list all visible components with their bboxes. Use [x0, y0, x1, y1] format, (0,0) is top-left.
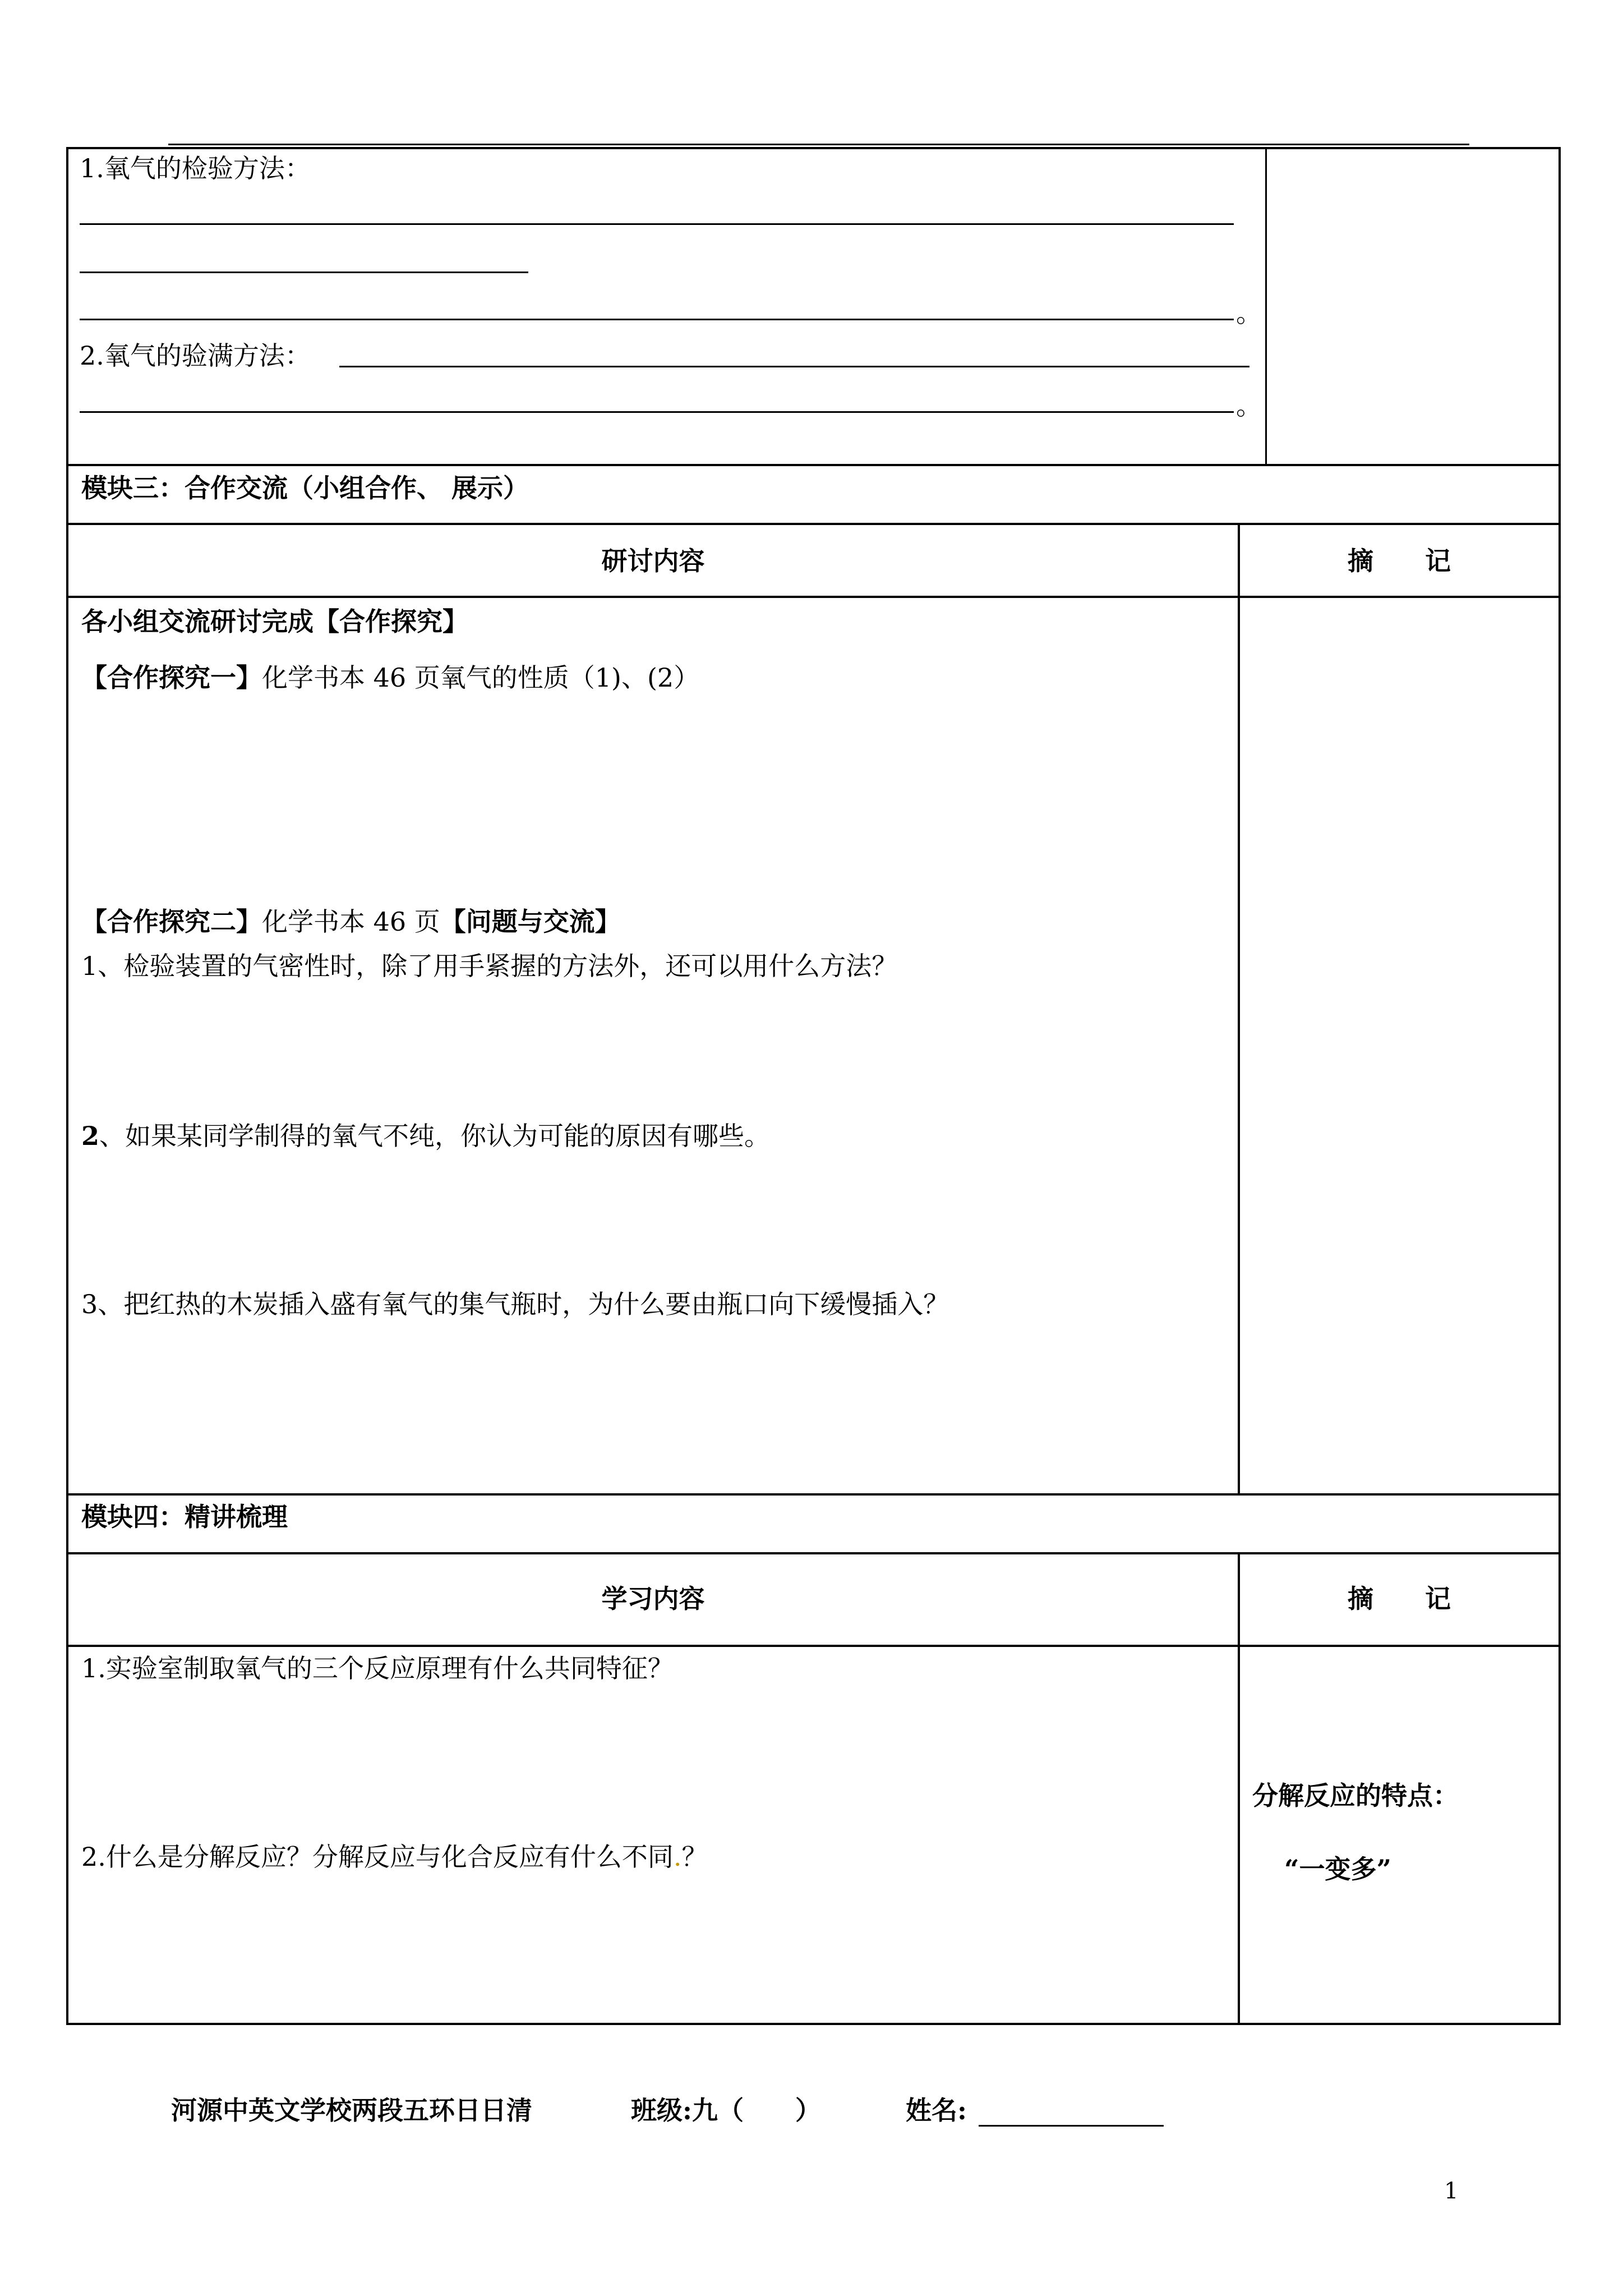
decomposition-note-text: “一变多”: [1284, 1854, 1391, 1884]
table-border: [1559, 147, 1561, 2025]
table-border: [66, 1552, 1561, 1554]
module3-col-left-header: 研讨内容: [601, 546, 705, 576]
table-border: [66, 596, 1561, 598]
module4-q2-mark: .: [673, 1842, 682, 1872]
table-border: [66, 147, 1561, 149]
inquiry1-bold: 【合作探究一】: [81, 662, 262, 693]
inquiry2-bold2: 【问题与交流】: [440, 907, 621, 937]
table-border: [66, 147, 68, 2025]
footer-school: 河源中英文学校两段五环日日清: [171, 2095, 532, 2125]
blank-line: [80, 319, 1234, 320]
footer-name-label: 姓名:: [906, 2095, 967, 2125]
module3-q2-text: 、如果某同学制得的氧气不纯，你认为可能的原因有哪些。: [99, 1121, 771, 1151]
blank-line: [80, 272, 528, 273]
module3-q1: 1、检验装置的气密性时，除了用手紧握的方法外，还可以用什么方法？: [81, 951, 898, 981]
module3-col-right-header: 摘 记: [1348, 546, 1451, 576]
blank-line: [80, 223, 1234, 225]
module4-title: 模块四：精讲梳理: [81, 1502, 288, 1532]
inquiry1-line: [81, 661, 699, 694]
inquiry2-text: 化学书本 46 页: [262, 907, 440, 937]
table-border: [1238, 523, 1240, 1495]
module3-q3: 3、把红热的木炭插入盛有氧气的集气瓶时，为什么要由瓶口向下缓慢插入？: [81, 1289, 949, 1319]
module4-q2: [81, 1840, 708, 1874]
name-blank-line: [979, 2125, 1164, 2127]
module4-col-left-header: 学习内容: [601, 1584, 705, 1614]
table-border: [66, 1493, 1561, 1496]
module4-q1: 1.实验室制取氧气的三个反应原理有什么共同特征？: [81, 1653, 674, 1683]
table-border: [66, 1645, 1561, 1647]
module4-q2-a: 2.什么是分解反应？分解反应与化合反应有什么不同: [81, 1842, 674, 1872]
module4-q2-b: ？: [681, 1842, 708, 1872]
item2-end: 。: [1236, 390, 1262, 421]
module4-col-right-header: 摘 记: [1348, 1584, 1451, 1614]
module3-intro: 各小组交流研讨完成【合作探究】: [81, 606, 468, 637]
module3-q2: [81, 1119, 770, 1153]
table-border: [66, 523, 1561, 525]
item1-label: 1.氧气的检验方法：: [80, 153, 311, 183]
inquiry1-text: 化学书本 46 页氧气的性质（1)、(2）: [262, 662, 700, 693]
table-border: [66, 464, 1561, 466]
item1-end: 。: [1236, 298, 1262, 328]
item2-label: 2.氧气的验满方法：: [80, 341, 311, 371]
footer-class: 班级:九（ ）: [631, 2095, 821, 2125]
table-border: [1238, 1552, 1240, 2025]
page-number: 1: [1444, 2178, 1459, 2204]
module3-q2-num: 2: [81, 1121, 100, 1151]
blank-line: [80, 411, 1234, 413]
top-rule: [168, 144, 1469, 145]
blank-line: [339, 366, 1249, 367]
decomposition-note-title: 分解反应的特点：: [1252, 1780, 1459, 1811]
table-border: [66, 2023, 1561, 2025]
table-border: [1265, 147, 1267, 466]
module3-title: 模块三：合作交流（小组合作、 展示）: [81, 473, 529, 503]
inquiry2-bold: 【合作探究二】: [81, 907, 262, 937]
inquiry2-line: [81, 905, 621, 938]
